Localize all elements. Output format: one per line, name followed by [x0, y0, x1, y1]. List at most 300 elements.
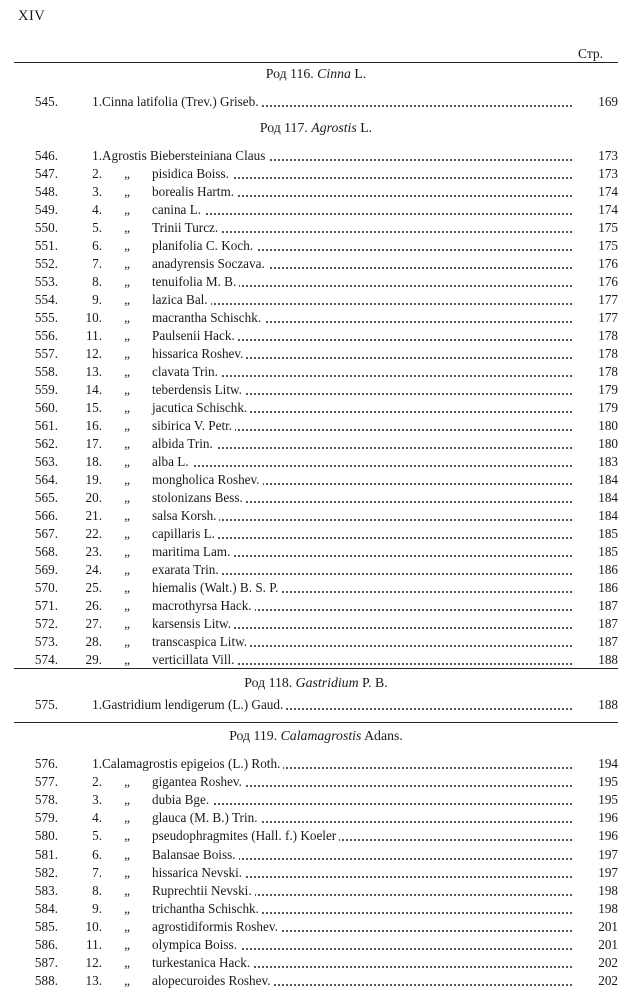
dot-leader: [194, 364, 572, 377]
dot-leader: [194, 526, 572, 539]
species-name: canina L.: [152, 202, 204, 218]
entry-index: 586.: [34, 937, 58, 952]
list-item: [14, 810, 618, 828]
page-ref: 173: [598, 148, 618, 163]
entry-index: 573.: [34, 634, 58, 649]
species-name: agrostidiformis Roshev.: [152, 919, 281, 935]
list-item: [14, 256, 618, 274]
entry-subnumber: 20.: [85, 490, 102, 505]
page-ref: 186: [598, 562, 618, 577]
page-ref: 187: [598, 634, 618, 649]
page-ref: 201: [598, 937, 618, 952]
species-name: maritima Lam.: [152, 544, 233, 560]
page-ref: 184: [598, 472, 618, 487]
page-ref: 180: [598, 418, 618, 433]
species-name: alba L.: [152, 454, 192, 470]
entry-index: 553.: [34, 274, 58, 289]
entry-subnumber: 21.: [85, 508, 102, 523]
page-ref: 178: [598, 364, 618, 379]
dot-leader: [194, 328, 572, 341]
entry-index: 547.: [34, 166, 58, 181]
species-name: glauca (M. B.) Trin.: [152, 810, 261, 826]
list-item: [14, 756, 618, 774]
dot-leader: [194, 292, 572, 305]
ditto-mark: „: [124, 184, 130, 199]
species-name: transcaspica Litw.: [152, 634, 250, 650]
species-name: borealis Hartm.: [152, 184, 237, 200]
entry-subnumber: 12.: [85, 346, 102, 361]
ditto-mark: „: [124, 328, 130, 343]
page-ref: 197: [598, 864, 618, 880]
genus-name: Gastridium: [295, 675, 359, 690]
entry-index: 588.: [34, 973, 58, 989]
page-ref: 188: [598, 697, 618, 712]
genus-heading: [14, 66, 618, 82]
dot-leader: [194, 652, 572, 665]
entry-index: 559.: [34, 382, 58, 397]
list-item: [14, 508, 618, 526]
genus-author: L.: [360, 120, 373, 135]
species-name: Agrostis Biebersteiniana Claus: [102, 148, 268, 164]
entry-subnumber: 2.: [92, 166, 102, 181]
list-item: [14, 436, 618, 454]
ditto-mark: „: [124, 364, 130, 379]
page-ref: 202: [598, 955, 618, 971]
species-name: mongholica Roshev.: [152, 472, 263, 488]
page-ref: 169: [598, 94, 618, 109]
list-item: [14, 616, 618, 634]
entry-index: 560.: [34, 400, 58, 415]
entry-subnumber: 4.: [92, 202, 102, 217]
ditto-mark: „: [124, 634, 130, 649]
page-ref: 198: [598, 882, 618, 898]
entry-subnumber: 18.: [85, 454, 102, 469]
species-name: hissarica Roshev.: [152, 346, 246, 362]
species-name: olympica Boiss.: [152, 937, 240, 953]
species-name: alopecuroides Roshev.: [152, 973, 274, 989]
list-item: [14, 955, 618, 973]
page-ref: 178: [598, 346, 618, 361]
list-item: [14, 220, 618, 238]
list-item: [14, 526, 618, 544]
species-name: pisidica Boiss.: [152, 166, 232, 182]
entry-index: 546.: [34, 148, 58, 163]
species-name: stolonizans Bess.: [152, 490, 246, 506]
entry-subnumber: 4.: [92, 810, 102, 826]
ditto-mark: „: [124, 238, 130, 253]
genus-name: Calamagrostis: [280, 728, 362, 743]
page-ref: 198: [598, 900, 618, 916]
entry-index: 572.: [34, 616, 58, 631]
page-ref: 184: [598, 490, 618, 505]
ditto-mark: „: [124, 955, 130, 971]
entry-index: 585.: [34, 918, 58, 934]
entry-subnumber: 1.: [92, 94, 102, 109]
entry-subnumber: 1.: [92, 756, 102, 771]
species-name: teberdensis Litw.: [152, 382, 245, 398]
list-item: [14, 166, 618, 184]
list-item: [14, 382, 618, 400]
entry-index: 561.: [34, 418, 58, 433]
entry-subnumber: 6.: [92, 238, 102, 253]
species-name: trichantha Schischk.: [152, 901, 262, 917]
entry-index: 567.: [34, 526, 58, 541]
entry-subnumber: 6.: [92, 846, 102, 862]
page-ref: 195: [598, 792, 618, 808]
entry-subnumber: 14.: [85, 382, 102, 397]
page-ref: 176: [598, 256, 618, 271]
entry-subnumber: 7.: [92, 864, 102, 880]
dot-leader: [194, 792, 572, 805]
dot-leader: [194, 220, 572, 233]
list-item: [14, 865, 618, 883]
genus-author: Adans.: [364, 728, 403, 743]
list-item: [14, 328, 618, 346]
page-ref: 175: [598, 238, 618, 253]
entry-subnumber: 8.: [92, 882, 102, 898]
entry-subnumber: 7.: [92, 256, 102, 271]
entry-index: 574.: [34, 652, 58, 667]
dot-leader: [194, 202, 572, 215]
entry-index: 584.: [34, 900, 58, 916]
entry-index: 578.: [34, 792, 58, 808]
list-item: [14, 634, 618, 652]
list-item: [14, 310, 618, 328]
list-item: [14, 828, 618, 846]
species-name: hissarica Nevski.: [152, 865, 245, 881]
species-name: salsa Korsh.: [152, 508, 219, 524]
dot-leader: [194, 508, 572, 521]
list-item: [14, 184, 618, 202]
ditto-mark: „: [124, 846, 130, 862]
ditto-mark: „: [124, 526, 130, 541]
entry-subnumber: 5.: [92, 220, 102, 235]
entry-subnumber: 25.: [85, 580, 102, 595]
ditto-mark: „: [124, 508, 130, 523]
genus-rod-label: Род 118.: [244, 675, 293, 690]
page-ref: 174: [598, 184, 618, 199]
dot-leader: [194, 454, 572, 467]
page-ref: 177: [598, 310, 618, 325]
entry-subnumber: 11.: [86, 937, 102, 952]
entry-subnumber: 2.: [92, 774, 102, 790]
ditto-mark: „: [124, 616, 130, 631]
page-ref: 186: [598, 580, 618, 595]
dot-leader: [194, 562, 572, 575]
list-item: [14, 418, 618, 436]
list-item: [14, 919, 618, 937]
list-item: [14, 364, 618, 382]
ditto-mark: „: [124, 310, 130, 325]
page-ref: 174: [598, 202, 618, 217]
entry-subnumber: 16.: [85, 418, 102, 433]
list-item: [14, 274, 618, 292]
page-ref: 187: [598, 598, 618, 613]
list-item: [14, 94, 618, 112]
page-ref: 185: [598, 544, 618, 559]
genus-heading: [14, 675, 618, 691]
list-item: [14, 292, 618, 310]
ditto-mark: „: [124, 490, 130, 505]
dot-leader: [194, 400, 572, 413]
dot-leader: [194, 184, 572, 197]
entry-subnumber: 1.: [92, 148, 102, 163]
page-ref: 173: [598, 166, 618, 181]
genus-author: L.: [354, 66, 367, 81]
list-item: [14, 792, 618, 810]
entry-index: 579.: [34, 810, 58, 826]
page-ref: 185: [598, 526, 618, 541]
entry-subnumber: 12.: [85, 955, 102, 971]
list-item: [14, 697, 618, 715]
ditto-mark: „: [124, 544, 130, 559]
ditto-mark: „: [124, 472, 130, 487]
top-rule: [14, 62, 618, 63]
species-name: Cinna latifolia (Trev.) Griseb.: [102, 94, 262, 110]
species-name: sibirica V. Petr.: [152, 418, 235, 434]
genus-name: Agrostis: [311, 120, 357, 135]
species-name: Ruprechtii Nevski.: [152, 883, 255, 899]
entry-subnumber: 5.: [92, 828, 102, 844]
page-ref: 202: [598, 973, 618, 989]
list-item: [14, 544, 618, 562]
entry-index: 575.: [34, 697, 58, 712]
ditto-mark: „: [124, 774, 130, 790]
page-ref: 188: [598, 652, 618, 667]
ditto-mark: „: [124, 166, 130, 181]
species-name: lazica Bal.: [152, 292, 211, 308]
entry-index: 571.: [34, 598, 58, 613]
entry-index: 554.: [34, 292, 58, 307]
page-ref: 195: [598, 774, 618, 790]
dot-leader: [194, 382, 572, 395]
entry-index: 552.: [34, 256, 58, 271]
list-item: [14, 652, 618, 670]
section-rule: [14, 722, 618, 723]
species-name: macrothyrsa Hack.: [152, 598, 255, 614]
page-ref: 194: [598, 756, 618, 771]
list-item: [14, 774, 618, 792]
entry-subnumber: 9.: [92, 292, 102, 307]
genus-rod-label: Род 119.: [229, 728, 278, 743]
entry-index: 580.: [34, 828, 58, 844]
entry-index: 581.: [34, 846, 58, 862]
species-name: dubia Bge.: [152, 792, 212, 808]
dot-leader: [194, 166, 572, 179]
dot-leader: [194, 418, 572, 431]
page-ref: 177: [598, 292, 618, 307]
page-ref: 196: [598, 828, 618, 844]
page-ref: 178: [598, 328, 618, 343]
page-column-header: Стр.: [578, 46, 604, 61]
list-item: [14, 400, 618, 418]
list-item: [14, 346, 618, 364]
ditto-mark: „: [124, 580, 130, 595]
entry-subnumber: 23.: [85, 544, 102, 559]
genus-heading: [14, 728, 618, 744]
species-name: tenuifolia M. B.: [152, 274, 239, 290]
species-name: verticillata Vill.: [152, 652, 237, 668]
dot-leader: [194, 490, 572, 503]
list-item: [14, 454, 618, 472]
species-name: anadyrensis Soczava.: [152, 256, 268, 272]
species-name: capillaris L.: [152, 526, 218, 542]
species-name: Calamagrostis epigeios (L.) Roth.: [102, 756, 283, 772]
entry-index: 557.: [34, 346, 58, 361]
page-ref: 179: [598, 400, 618, 415]
species-name: albida Trin.: [152, 436, 216, 452]
entry-index: 562.: [34, 436, 58, 451]
entry-subnumber: 15.: [85, 400, 102, 415]
entry-subnumber: 10.: [85, 310, 102, 325]
ditto-mark: „: [124, 346, 130, 361]
dot-leader: [194, 616, 572, 629]
ditto-mark: „: [124, 937, 130, 952]
species-name: gigantea Roshev.: [152, 774, 245, 790]
genus-name: Cinna: [317, 66, 351, 81]
list-item: [14, 973, 618, 991]
entry-index: 558.: [34, 364, 58, 379]
species-name: pseudophragmites (Hall. f.) Koeler: [152, 828, 339, 844]
entry-index: 545.: [34, 94, 58, 109]
list-item: [14, 472, 618, 490]
dot-leader: [194, 346, 572, 359]
entry-index: 556.: [34, 328, 58, 343]
species-name: clavata Trin.: [152, 364, 221, 380]
dot-leader: [194, 774, 572, 787]
ditto-mark: „: [124, 382, 130, 397]
ditto-mark: „: [124, 864, 130, 880]
entry-subnumber: 13.: [85, 364, 102, 379]
entry-index: 568.: [34, 544, 58, 559]
dot-leader: [194, 847, 572, 860]
entry-index: 587.: [34, 955, 58, 971]
species-name: jacutica Schischk.: [152, 400, 250, 416]
page-ref: 183: [598, 454, 618, 469]
species-name: macrantha Schischk.: [152, 310, 264, 326]
species-name: turkestanica Hack.: [152, 955, 253, 971]
page-ref: 179: [598, 382, 618, 397]
entry-index: 555.: [34, 310, 58, 325]
species-name: Balansae Boiss.: [152, 847, 239, 863]
genus-author: P. B.: [362, 675, 388, 690]
entry-index: 566.: [34, 508, 58, 523]
entry-subnumber: 1.: [92, 697, 102, 712]
page-ref: 180: [598, 436, 618, 451]
genus-rod-label: Род 116.: [265, 66, 314, 81]
ditto-mark: „: [124, 418, 130, 433]
ditto-mark: „: [124, 882, 130, 898]
entry-subnumber: 19.: [85, 472, 102, 487]
dot-leader: [194, 634, 572, 647]
entry-index: 565.: [34, 490, 58, 505]
entry-index: 577.: [34, 774, 58, 790]
species-name: exarata Trin.: [152, 562, 222, 578]
entry-subnumber: 8.: [92, 274, 102, 289]
list-item: [14, 490, 618, 508]
entry-index: 548.: [34, 184, 58, 199]
page-ref: 201: [598, 918, 618, 934]
page-ref: 197: [598, 846, 618, 862]
ditto-mark: „: [124, 973, 130, 989]
list-item: [14, 202, 618, 220]
list-item: [14, 148, 618, 166]
ditto-mark: „: [124, 828, 130, 844]
species-name: hiemalis (Walt.) B. S. P.: [152, 580, 281, 596]
ditto-mark: „: [124, 400, 130, 415]
ditto-mark: „: [124, 652, 130, 667]
entry-subnumber: 9.: [92, 900, 102, 916]
page-ref: 176: [598, 274, 618, 289]
entry-subnumber: 22.: [85, 526, 102, 541]
ditto-mark: „: [124, 292, 130, 307]
dot-leader: [194, 436, 572, 449]
page-ref: 196: [598, 810, 618, 826]
ditto-mark: „: [124, 454, 130, 469]
ditto-mark: „: [124, 220, 130, 235]
entry-index: 583.: [34, 882, 58, 898]
list-item: [14, 847, 618, 865]
ditto-mark: „: [124, 274, 130, 289]
entry-index: 551.: [34, 238, 58, 253]
list-item: [14, 901, 618, 919]
entry-index: 550.: [34, 220, 58, 235]
genus-rod-label: Род 117.: [259, 120, 308, 135]
entry-subnumber: 26.: [85, 598, 102, 613]
list-item: [14, 580, 618, 598]
entry-subnumber: 28.: [85, 634, 102, 649]
entry-subnumber: 10.: [85, 918, 102, 934]
entry-subnumber: 24.: [85, 562, 102, 577]
list-item: [14, 883, 618, 901]
list-item: [14, 598, 618, 616]
entry-index: 570.: [34, 580, 58, 595]
dot-leader: [194, 937, 572, 950]
page-ref: 187: [598, 616, 618, 631]
species-name: karsensis Litw.: [152, 616, 234, 632]
ditto-mark: „: [124, 598, 130, 613]
page-number: XIV: [18, 8, 46, 24]
entry-subnumber: 29.: [85, 652, 102, 667]
entry-subnumber: 27.: [85, 616, 102, 631]
ditto-mark: „: [124, 918, 130, 934]
entry-index: 564.: [34, 472, 58, 487]
page-ref: 175: [598, 220, 618, 235]
entry-index: 549.: [34, 202, 58, 217]
list-item: [14, 562, 618, 580]
list-item: [14, 937, 618, 955]
dot-leader: [194, 274, 572, 287]
entry-index: 582.: [34, 864, 58, 880]
entry-subnumber: 3.: [92, 184, 102, 199]
ditto-mark: „: [124, 792, 130, 808]
page-ref: 184: [598, 508, 618, 523]
species-name: Paulsenii Hack.: [152, 328, 238, 344]
ditto-mark: „: [124, 562, 130, 577]
entry-subnumber: 17.: [85, 436, 102, 451]
ditto-mark: „: [124, 436, 130, 451]
species-name: Trinii Turcz.: [152, 220, 221, 236]
dot-leader: [194, 544, 572, 557]
ditto-mark: „: [124, 810, 130, 826]
ditto-mark: „: [124, 202, 130, 217]
ditto-mark: „: [124, 256, 130, 271]
genus-heading: [14, 120, 618, 136]
ditto-mark: „: [124, 900, 130, 916]
list-item: [14, 238, 618, 256]
entry-index: 563.: [34, 454, 58, 469]
entry-subnumber: 13.: [85, 973, 102, 989]
